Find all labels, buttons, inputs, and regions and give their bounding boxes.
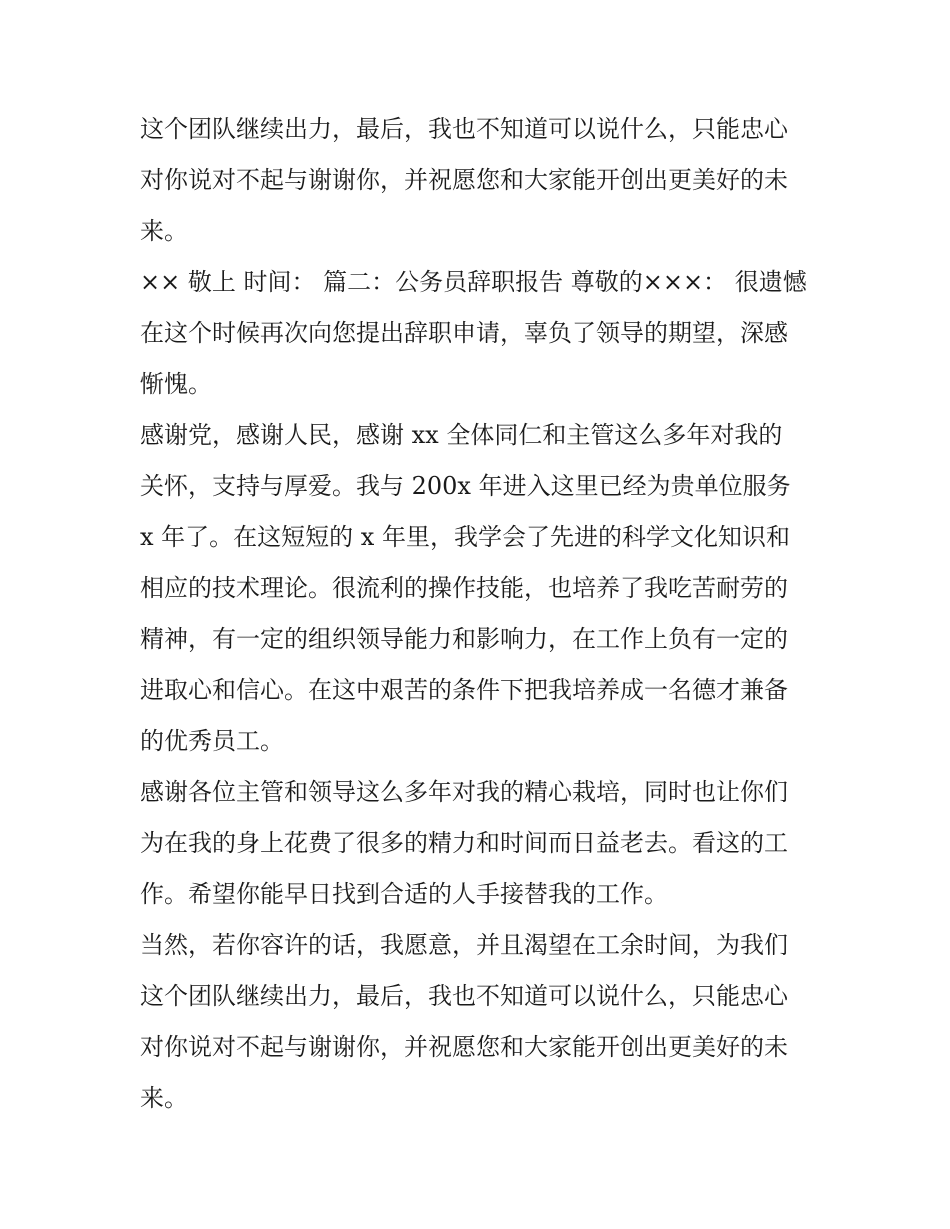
text-line: 作。希望你能早日找到合适的人手接替我的工作。 (140, 880, 668, 908)
text-line: 来。 (140, 217, 188, 245)
text-line: 惭愧。 (140, 370, 212, 398)
text-line: 对你说对不起与谢谢你，并祝愿您和大家能开创出更美好的未 (140, 166, 788, 194)
text-line: 这个团队继续出力，最后，我也不知道可以说什么，只能忠心 (140, 115, 788, 143)
text-line: 的优秀员工。 (140, 727, 284, 755)
text-line: 当然，若你容许的话，我愿意，并且渴望在工余时间，为我们 (140, 931, 788, 959)
text-line: 相应的技术理论。很流利的操作技能，也培养了我吃苦耐劳的 (140, 574, 788, 602)
text-line: 这个团队继续出力，最后，我也不知道可以说什么，只能忠心 (140, 982, 788, 1010)
text-line: 来。 (140, 1084, 188, 1112)
text-line: 在这个时候再次向您提出辞职申请，辜负了领导的期望，深感 (140, 319, 788, 347)
text-line: 关怀，支持与厚爱。我与 200x 年进入这里已经为贵单位服务 (140, 472, 791, 500)
text-line: 为在我的身上花费了很多的精力和时间而日益老去。看这的工 (140, 829, 788, 857)
document-body (140, 104, 820, 1124)
text-line: 对你说对不起与谢谢你，并祝愿您和大家能开创出更美好的未 (140, 1033, 788, 1061)
text-line: x 年了。在这短短的 x 年里，我学会了先进的科学文化知识和 (140, 523, 790, 551)
text-line: 感谢各位主管和领导这么多年对我的精心栽培，同时也让你们 (140, 778, 788, 806)
text-line: 感谢党，感谢人民，感谢 xx 全体同仁和主管这么多年对我的 (140, 421, 783, 449)
text-line: 进取心和信心。在这中艰苦的条件下把我培养成一名德才兼备 (140, 676, 788, 704)
text-line: 精神，有一定的组织领导能力和影响力，在工作上负有一定的 (140, 625, 788, 653)
text-line: ×× 敬上 时间： 篇二：公务员辞职报告 尊敬的×××： 很遗憾 (140, 268, 807, 296)
